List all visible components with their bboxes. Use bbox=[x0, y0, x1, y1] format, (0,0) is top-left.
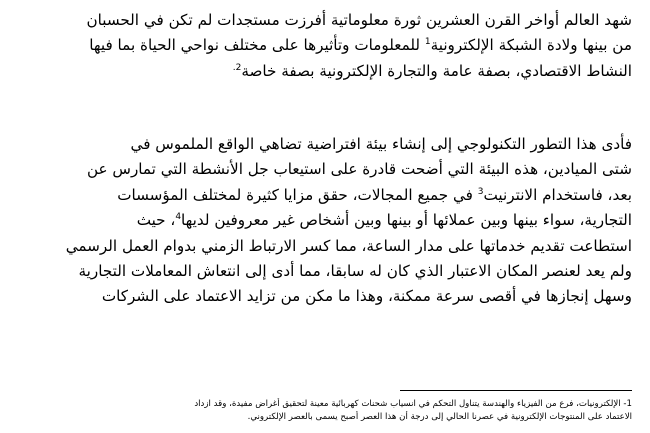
footnote-1-line-1: 1- الإلكترونيات، فرع من الفيزياء والهندسة يتناول التحكم في انسياب شحنات كهربائية معينة لتحقيق أغراض مفيدة، وقد ازداد bbox=[194, 399, 632, 409]
footnote-marker-2[interactable]: 2. bbox=[232, 62, 242, 73]
paragraph-1-line-2-text-b: للمعلومات وتأثيرها على مختلف نواحي الحياة بما فيها bbox=[89, 36, 421, 55]
paragraph-2-line-5: استطاعت تقديم خدماتها على مدار الساعة، مما كسر الارتباط الزمني بدوام العمل الرسمي bbox=[65, 236, 632, 255]
paragraph-2-line-3-text-a: بعد، فاستخدام الانترنيت bbox=[483, 185, 632, 204]
paragraph-2-line-3-text-b: في جميع المجالات، حقق مزايا كثيرة لمختلف المؤسسات bbox=[117, 185, 473, 204]
footnote-1 bbox=[20, 398, 632, 424]
paragraph-2-line-1: فأدى هذا التطور التكنولوجي إلى إنشاء بيئة افتراضية تضاهي الواقع الملموس في bbox=[130, 135, 632, 153]
paragraph-1 bbox=[38, 8, 632, 84]
paragraph-2-line-7: وسهل إنجازها في أقصى سرعة ممكنة، وهذا ما مكن من تزايد الاعتماد على الشركات bbox=[101, 287, 632, 306]
footnote-marker-3[interactable]: 3 bbox=[477, 186, 484, 197]
paragraph-2-line-6: ولم يعد لعنصر المكان الاعتبار الذي كان له سابقا، مما أدى إلى انتعاش المعاملات التجارية bbox=[78, 262, 632, 281]
footnote-marker-1[interactable]: 1 bbox=[424, 37, 431, 48]
footnote-1-line-2: الاعتماد على المنتوجات الإلكترونية في عصرنا الحالي إلى درجة أن هذا العصر أصبح يسمى بالعصر الإلكتروني. bbox=[247, 412, 632, 422]
paragraph-2-line-3 bbox=[38, 183, 632, 208]
paragraph-1-line-2 bbox=[38, 33, 632, 58]
paragraph-2-line-4-text-a: التجارية، سواء بينها وبين عملائها أو بينها وبين أشخاص غير معروفين لديها bbox=[181, 211, 632, 230]
paragraph-1-line-2-text-a: من بينها ولادة الشبكة الإلكترونية bbox=[430, 36, 632, 55]
paragraph-2-line-4-text-b: ، حيث bbox=[136, 211, 176, 230]
paragraph-2-line-4 bbox=[38, 208, 632, 233]
footnote-marker-4[interactable]: 4 bbox=[175, 212, 182, 223]
paragraph-2-line-2: شتى الميادين، هذه البيئة التي أضحت قادرة على استيعاب جل الأنشطة التي تمارس عن bbox=[86, 160, 632, 179]
paragraph-1-line-3-text: النشاط الاقتصادي، بصفة عامة والتجارة الإلكترونية بصفة خاصة bbox=[241, 61, 632, 80]
paragraph-1-line-3 bbox=[38, 59, 632, 84]
footnote-separator bbox=[400, 390, 632, 391]
paragraph-1-line-1: شهد العالم أواخر القرن العشرين ثورة معلوماتية أفرزت مستجدات لم تكن في الحسبان bbox=[86, 11, 632, 29]
paragraph-2 bbox=[38, 132, 632, 310]
